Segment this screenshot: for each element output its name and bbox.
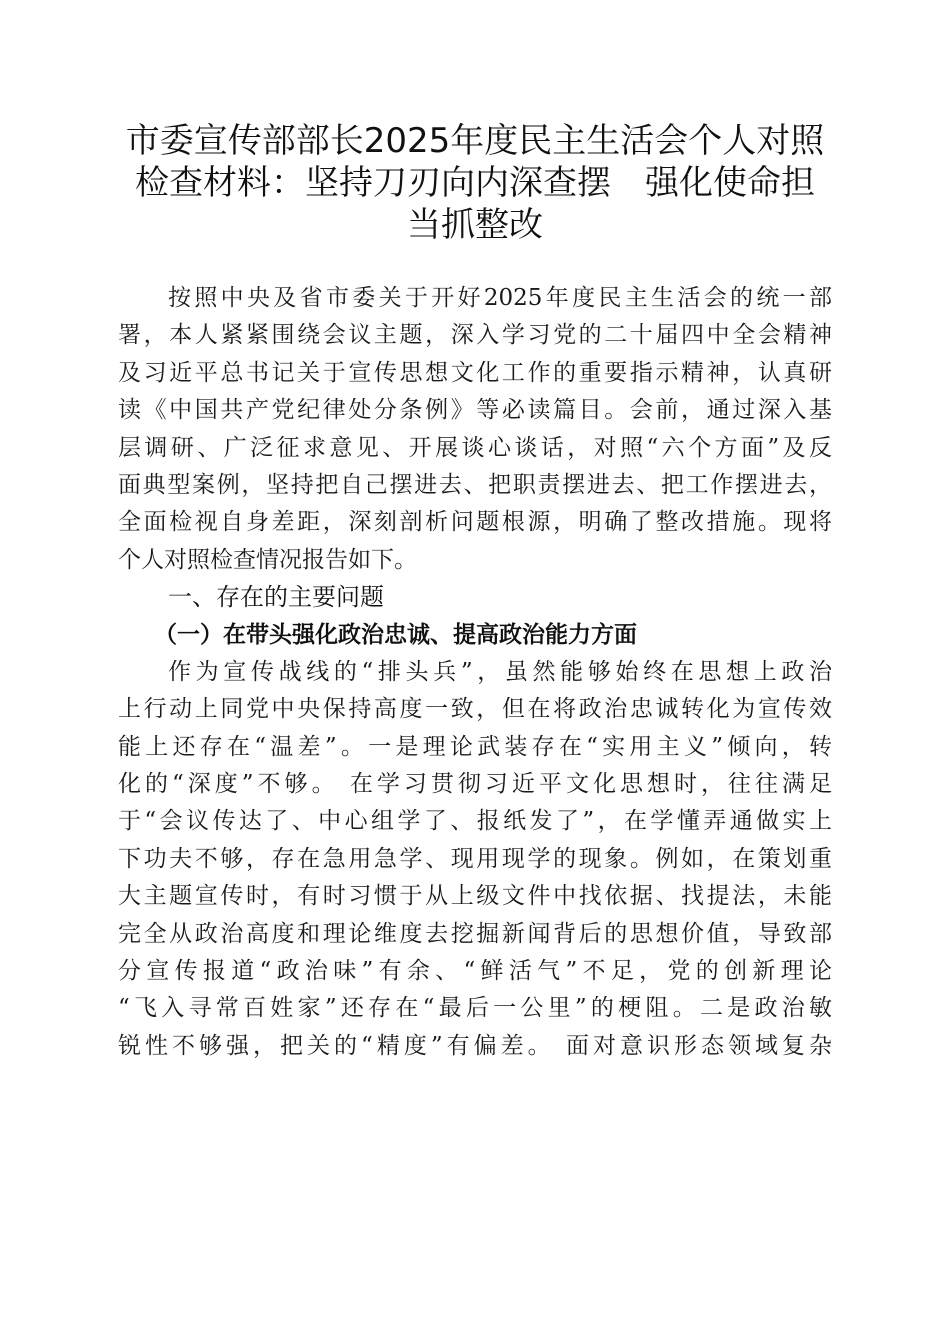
text-line: 及习近平总书记关于宣传思想文化工作的重要指示精神，认真研 bbox=[118, 359, 832, 386]
title-line: 当抓整改 bbox=[407, 205, 543, 245]
text-line: 化的“深度”不够。 在学习贯彻习近平文化思想时，往往满足 bbox=[118, 771, 832, 798]
text-line: 分宣传报道“政治味”有余、“鲜活气”不足，党的创新理论 bbox=[118, 958, 832, 985]
text-line: 读《中国共产党纪律处分条例》等必读篇目。会前，通过深入基 bbox=[118, 397, 832, 424]
text-line: 按照中央及省市委关于开好2025年度民主生活会的统一部 bbox=[168, 285, 832, 311]
text-line: “飞入寻常百姓家”还存在“最后一公里”的梗阻。二是政治敏 bbox=[118, 995, 832, 1022]
title-line: 检查材料：坚持刀刃向内深查摆 强化使命担 bbox=[135, 163, 815, 203]
text-line: 大主题宣传时，有时习惯于从上级文件中找依据、找提法，未能 bbox=[118, 883, 832, 910]
text-line: 锐性不够强，把关的“精度”有偏差。 面对意识形态领域复杂 bbox=[118, 1032, 832, 1059]
section-heading: 一、存在的主要问题 bbox=[168, 583, 384, 612]
text-line: 下功夫不够，存在急用急学、现用现学的现象。例如，在策划重 bbox=[118, 845, 832, 872]
text-line: 作为宣传战线的“排头兵”，虽然能够始终在思想上政治 bbox=[168, 658, 832, 685]
text-line: 个人对照检查情况报告如下。 bbox=[118, 546, 417, 573]
document-body bbox=[118, 280, 832, 1065]
title-line: 市委宣传部部长2025年度民主生活会个人对照 bbox=[125, 121, 825, 161]
text-line: 上行动上同党中央保持高度一致，但在将政治忠诚转化为宣传效 bbox=[118, 696, 832, 723]
intro-paragraph bbox=[118, 280, 832, 579]
text-line: 于“会议传达了、中心组学了、报纸发了”，在学懂弄通做实上 bbox=[118, 808, 832, 835]
text-line: 层调研、广泛征求意见、开展谈心谈话，对照“六个方面”及反 bbox=[118, 434, 832, 461]
text-line: 能上还存在“温差”。一是理论武装存在“实用主义”倾向，转 bbox=[118, 733, 832, 760]
subsection-paragraph bbox=[118, 654, 832, 1065]
text-line: 署，本人紧紧围绕会议主题，深入学习党的二十届四中全会精神 bbox=[118, 322, 832, 349]
text-line: 完全从政治高度和理论维度去挖掘新闻背后的思想价值，导致部 bbox=[118, 920, 832, 947]
text-line: 面典型案例，坚持把自己摆进去、把职责摆进去、把工作摆进去， bbox=[118, 471, 832, 498]
text-line: 全面检视自身差距，深刻剖析问题根源，明确了整改措施。现将 bbox=[118, 509, 832, 536]
subsection-heading: （一）在带头强化政治忠诚、提高政治能力方面 bbox=[154, 621, 637, 648]
document-title bbox=[100, 120, 850, 246]
